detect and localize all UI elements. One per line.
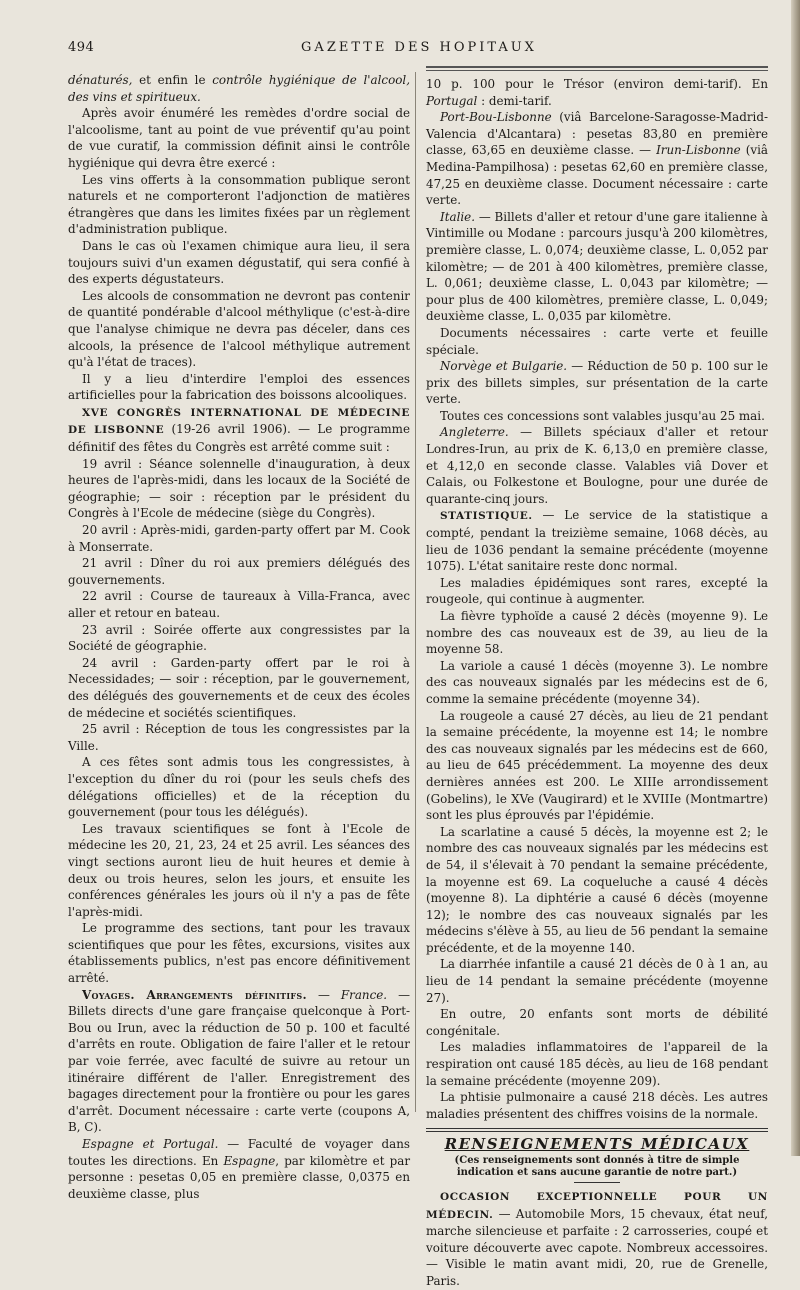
voyages-paragraph: [68, 987, 410, 1136]
paragraph: Les maladies épidémiques sont rares, excepté la rougeole, qui continue à augmenter.: [426, 575, 768, 607]
program-item: 22 avril : Course de taureaux à Villa-Franca, avec aller et retour en bateau.: [68, 589, 410, 620]
paragraph: La phtisie pulmonaire a causé 218 décès. Les autres maladies présentent des chiffres voisins de la normale.: [426, 1090, 768, 1121]
text: 10 p. 100 pour le Trésor (environ demi-tarif). En: [426, 77, 768, 91]
text: (viâ Barcelone-Saragosse-Madrid-Valencia d'Alcantara) : pesetas 83,80 en première classe, 63,65 en deuxième classe. —: [426, 110, 768, 158]
italic-heading: Italie.: [440, 209, 475, 224]
text: et enfin le: [132, 73, 213, 87]
paragraph: [426, 209, 768, 325]
program-item: 19 avril : Séance solennelle d'inauguration, à deux heures de l'après-midi, dans les locaux de la Société de géographie; — soir : réception par le président du Congrès à l'Ecole de médecine (siège du Congrès).: [68, 456, 410, 521]
text: — Faculté de voyager dans toutes les directions. En: [68, 1137, 410, 1168]
paragraph: Dans le cas où l'examen chimique aura lieu, il sera toujours suivi d'un examen dégustatif, qui sera confié à des experts dégustateurs.: [68, 238, 410, 287]
page-edge: [791, 0, 800, 1156]
italic-text: France.: [340, 987, 388, 1002]
paragraph: A ces fêtes sont admis tous les congressistes, à l'exception du dîner du roi (pour les seuls chefs des délégations officielles) et de la réception du gouvernement (pour tous les délégués).: [68, 755, 410, 820]
paragraph: [68, 72, 410, 105]
column-divider: [415, 72, 416, 1112]
paragraph: [426, 358, 768, 408]
paragraph: [426, 76, 768, 109]
paragraph: La fièvre typhoïde a causé 2 décès (moyenne 9). Le nombre des cas nouveaux est de 39, au lieu de la moyenne 58.: [426, 609, 768, 657]
program-item: 20 avril : Après-midi, garden-party offert par M. Cook à Monserrate.: [68, 523, 410, 554]
italic-heading: Espagne et Portugal.: [82, 1137, 219, 1151]
text: (viâ Medina-Pampilhosa) : pesetas 62,60 en première classe, 47,25 en deuxième classe. Document nécessaire : carte verte.: [426, 143, 768, 208]
program-item: 23 avril : Soirée offerte aux congressistes par la Société de géographie.: [68, 622, 410, 654]
section-heading: XVE CONGRÈS INTERNATIONAL DE MÉDECINE DE LISBONNE: [68, 406, 410, 437]
top-rule: [426, 66, 768, 71]
right-column: [426, 66, 768, 1290]
italic-heading: Norvège et Bulgarie.: [440, 359, 568, 374]
paragraph: La scarlatine a causé 5 décès, la moyenne est 2; le nombre des cas nouveaux signalés par les médecins est de 54, il s'élevait à 70 pendant la semaine précédente, la moyenne est 69. La coqueluche a causé 4 décès (moyenne 8). La diphtérie a causé 6 décès (moyenne 12); le nombre des cas nouveaux signalés par les médecins s'élève à 55, au lieu de 56 pendant la semaine précédente, et de la moyenne 140.: [426, 824, 768, 955]
italic-heading: Angleterre.: [440, 425, 509, 440]
paragraph: Les alcools de consommation ne devront pas contenir de quantité pondérable d'alcool méthylique (c'est-à-dire que l'analyse chimique ne devra pas déceler, dans ces alcools, la présence de l'alcool méthylique autrement qu'à l'état de traces).: [68, 288, 410, 370]
text: : demi-tarif.: [477, 93, 552, 108]
paragraph: Il y a lieu d'interdire l'emploi des essences artificielles pour la fabrication des boissons alcooliques.: [68, 371, 410, 403]
text: — Billets d'aller et retour d'une gare italienne à Vintimille ou Modane : parcours jusqu'à 200 kilomètres, première classe, L. 0,074; deuxième classe, L. 0,052 par kilomètre; — de 201 à 400 kilomètres, première classe, L. 0,061; deuxième classe, L. 0,043 par kilomètre; — pour plus de 400 kilomètres, première classe, L. 0,049; deuxième classe, L. 0,035 par kilomètre.: [426, 209, 768, 324]
paragraph: Le programme des sections, tant pour les travaux scientifiques que pour les fêtes, excursions, visites aux établissements publics, n'est pas encore définitivement arrêté.: [68, 921, 410, 986]
journal-title: GAZETTE DES HOPITAUX: [301, 40, 537, 55]
text: — Automobile Mors, 15 chevaux, état neuf, marche silencieuse et parfaite : 2 carrosseries, coupé et voiture découverte avec capote. Nombreux accessoires. — Visible le matin avant midi, 20, rue de Grenelle, Paris.: [426, 1206, 768, 1288]
italic-text: Portugal: [426, 93, 478, 108]
paragraph: Les travaux scientifiques se font à l'Ecole de médecine les 20, 21, 23, 24 et 25 avril. Les séances des vingt sections auront lieu de huit heures et demie à deux ou trois heures, selon les jours, et ensuite les conférences générales les jours où il n'y a pas de fête l'après-midi.: [68, 821, 410, 919]
section-divider: [426, 1128, 768, 1132]
italic-text: dénaturés,: [68, 73, 133, 87]
paragraph: [426, 109, 768, 209]
paragraph: Après avoir énuméré les remèdes d'ordre social de l'alcoolisme, tant au point de vue préventif qu'au point de vue curatif, la commission définit ainsi le contrôle hygiénique qui devra être exercé :: [68, 106, 410, 170]
text: (19-26 avril 1906). — Le programme définitif des fêtes du Congrès est arrêté comme suit :: [68, 422, 410, 455]
text: — Réduction de 50 p. 100 sur le prix des billets simples, sur présentation de la carte verte.: [426, 359, 768, 407]
italic-heading: Irun-Lisbonne: [656, 143, 741, 158]
paragraph: La variole a causé 1 décès (moyenne 3). Le nombre des cas nouveaux signalés par les médecins est de 6, comme la semaine précédente (moyenne 34).: [426, 658, 768, 706]
ad-heading: OCCASION EXCEPTIONNELLE POUR UN MÉDECIN.: [426, 1191, 768, 1221]
advertisement: [426, 1188, 768, 1290]
congres-paragraph: [68, 404, 410, 456]
page-header: [68, 40, 770, 60]
text: — Billets spéciaux d'aller et retour Londres-Irun, au prix de K. 6,13,0 en première classe, et 4,12,0 en seconde classe. Valables viâ Dover et Calais, ou Folkestone et Boulogne, pour une durée de quarante-cinq jours.: [426, 425, 768, 506]
text: , par kilomètre et par personne : pesetas 0,05 en première classe, 0,0375 en deuxième classe, plus: [68, 1153, 410, 1201]
paragraph: En outre, 20 enfants sont morts de débilité congénitale.: [426, 1007, 768, 1038]
program-item: 21 avril : Dîner du roi aux premiers délégués des gouvernements.: [68, 556, 410, 587]
paragraph: La rougeole a causé 27 décès, au lieu de 21 pendant la semaine précédente, la moyenne est 14; le nombre des cas nouveaux signalés par les médecins est de 660, au lieu de 645 précédemment. La moyenne des deux dernières années est 200. Le XIIIe arrondissement (Gobelins), le XVe (Vaugirard) et le XVIIIe (Montmartre) sont les plus éprouvés par l'épidémie.: [426, 708, 768, 823]
espagne-paragraph: [68, 1136, 410, 1202]
paragraph: Les maladies inflammatoires de l'appareil de la respiration ont causé 185 décès, au lieu de 168 pendant la semaine précédente (moyenne 209).: [426, 1040, 768, 1088]
section-heading: Voyages. Arrangements définitifs.: [82, 987, 307, 1002]
paragraph: La diarrhée infantile a causé 21 décès de 0 à 1 an, au lieu de 14 pendant la semaine précédente (moyenne 27).: [426, 957, 768, 1005]
program-item: 24 avril : Garden-party offert par le roi à Necessidades; — soir : réception, par le gouvernement, des délégués des gouvernements et de ceux des écoles de médecine et sociétés scientifiques.: [68, 655, 410, 720]
italic-text: contrôle hygiénique de l'alcool, des vins et spiritueux.: [68, 73, 410, 104]
text: — Le service de la statistique a compté, pendant la treizième semaine, 1068 décès, au lieu de 1036 pendant la semaine précédente (moyenne 1075). L'état sanitaire reste donc normal.: [426, 508, 768, 574]
paragraph: Toutes ces concessions sont valables jusqu'au 25 mai.: [440, 408, 765, 423]
program-item: 25 avril : Réception de tous les congressistes par la Ville.: [68, 722, 410, 753]
text: — Billets directs d'une gare française quelconque à Port-Bou ou Irun, avec la réduction de 50 p. 100 et faculté d'arrêts en route. Obligation de faire l'aller et le retour par voie ferrée, avec faculté de suivre au retour un itinéraire différent de l'aller. Enregistrement des bagages directement pour la frontière ou pour les gares d'arrêt. Document nécessaire : carte verte (coupons A, B, C).: [68, 987, 410, 1135]
paragraph: [426, 424, 768, 507]
short-divider: [574, 1182, 620, 1183]
text: —: [306, 987, 341, 1002]
statistique-paragraph: [426, 507, 768, 574]
page-number: 494: [68, 40, 95, 55]
italic-heading: Port-Bou-Lisbonne: [440, 110, 552, 125]
paragraph: Les vins offerts à la consommation publique seront naturels et ne comporteront l'adjonction de matières étrangères que dans les limites fixées par un règlement d'administration publique.: [68, 172, 410, 237]
paragraph: Documents nécessaires : carte verte et feuille spéciale.: [426, 325, 768, 357]
section-title: RENSEIGNEMENTS MÉDICAUX: [444, 1135, 750, 1154]
italic-text: Espagne: [223, 1153, 276, 1168]
section-heading: STATISTIQUE.: [440, 510, 533, 523]
section-note: (Ces renseignements sont donnés à titre de simple indication et sans aucune garantie de notre part.): [454, 1155, 740, 1178]
left-column: [68, 72, 410, 1202]
